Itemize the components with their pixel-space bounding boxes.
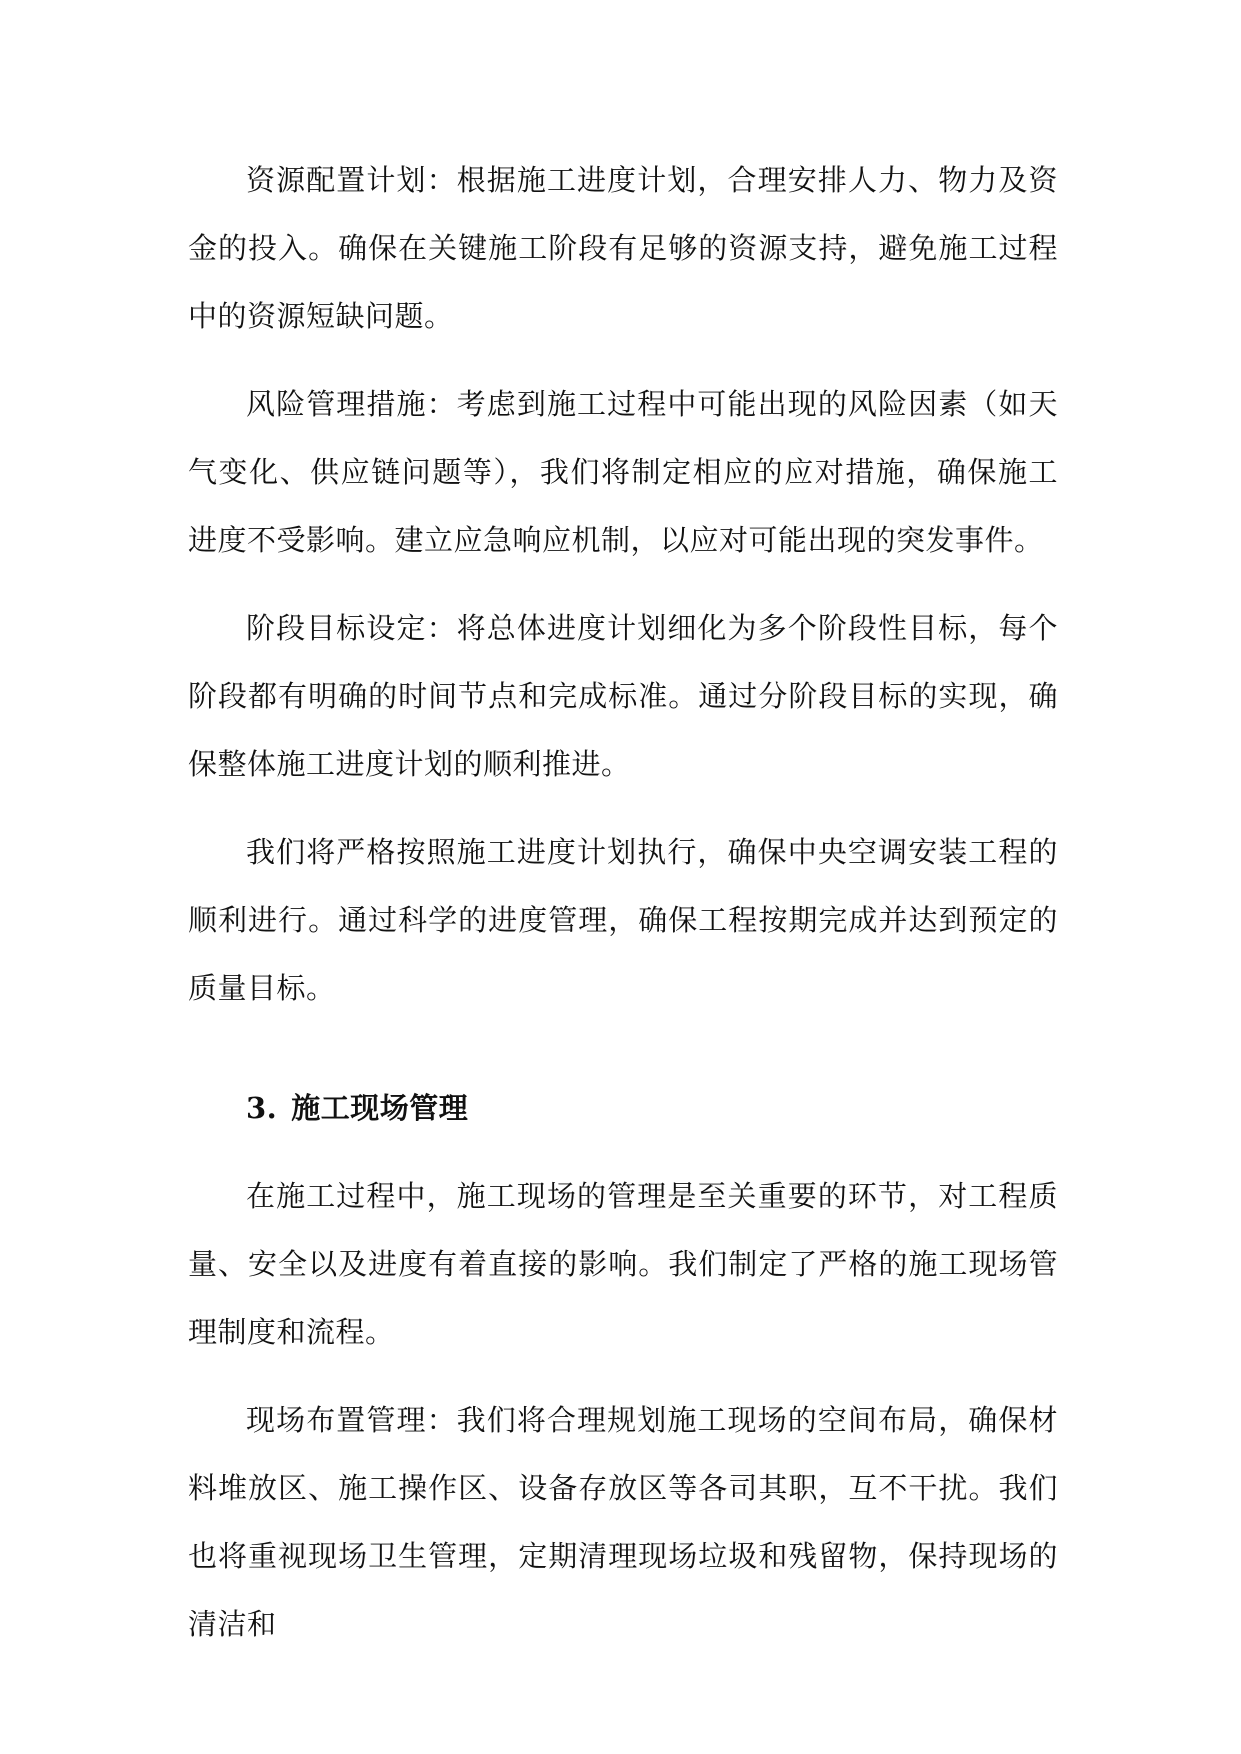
- section-title: 施工现场管理: [291, 1091, 469, 1125]
- paragraph-site-layout: 现场布置管理：我们将合理规划施工现场的空间布局，确保材料堆放区、施工操作区、设备存放区等各司其职，互不干扰。我们也将重视现场卫生管理，定期清理现场垃圾和残留物，保持现场的清洁和: [188, 1403, 1058, 1641]
- paragraph-risk-management: 风险管理措施：考虑到施工过程中可能出现的风险因素（如天气变化、供应链问题等），我们将制定相应的应对措施，确保施工进度不受影响。建立应急响应机制，以应对可能出现的突发事件。: [188, 387, 1058, 557]
- paragraph-site-management-intro: 在施工过程中，施工现场的管理是至关重要的环节，对工程质量、安全以及进度有着直接的影响。我们制定了严格的施工现场管理制度和流程。: [188, 1179, 1058, 1349]
- section-heading: [188, 1074, 1058, 1142]
- paragraph-resource-allocation: 资源配置计划：根据施工进度计划，合理安排人力、物力及资金的投入。确保在关键施工阶段有足够的资源支持，避免施工过程中的资源短缺问题。: [188, 163, 1058, 333]
- section-number: 3.: [246, 1091, 278, 1125]
- document-body: [188, 146, 1058, 1678]
- paragraph-schedule-summary: 我们将严格按照施工进度计划执行，确保中央空调安装工程的顺利进行。通过科学的进度管理，确保工程按期完成并达到预定的质量目标。: [188, 835, 1058, 1005]
- paragraph-stage-goals: 阶段目标设定：将总体进度计划细化为多个阶段性目标，每个阶段都有明确的时间节点和完成标准。通过分阶段目标的实现，确保整体施工进度计划的顺利推进。: [188, 611, 1058, 781]
